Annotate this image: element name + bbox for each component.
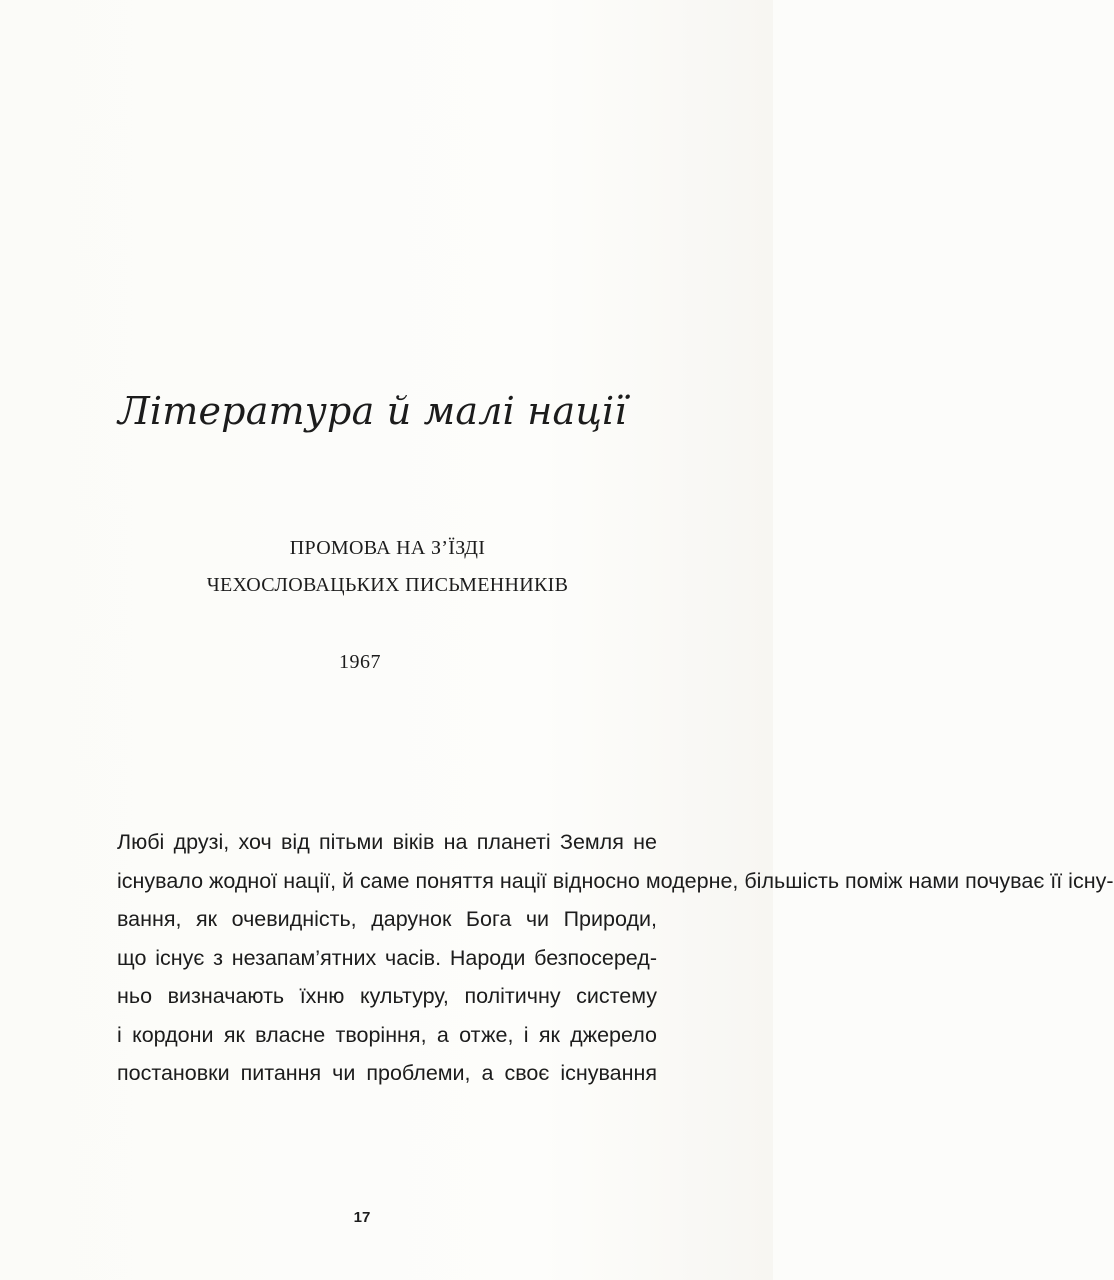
text-line: Любі друзі, хоч від пітьми віків на планеті Земля не <box>117 830 657 854</box>
text-line: існувало жодної нації, й саме поняття нації відносно модерне, більшість поміж нами почуває її існу- <box>117 868 1114 893</box>
text-line: що існує з незапам’ятних часів. Народи безпосеред- <box>117 945 657 970</box>
body-text <box>117 823 1114 1093</box>
page-number: 17 <box>353 1209 371 1226</box>
chapter-title: Література й малі нації <box>118 389 627 433</box>
chapter-subtitle-line-1: ПРОМОВА НА З’ЇЗДІ <box>289 537 486 559</box>
text-line: постановки питання чи проблеми, а своє існування <box>117 1061 657 1085</box>
text-line: і кордони як власне творіння, а отже, і як джерело <box>117 1022 657 1047</box>
chapter-year: 1967 <box>339 651 381 673</box>
text-line: вання, як очевидність, дарунок Бога чи Природи, <box>117 907 657 931</box>
text-line: ньо визначають їхню культуру, політичну систему <box>117 984 657 1008</box>
chapter-subtitle-line-2: ЧЕХОСЛОВАЦЬКИХ ПИСЬМЕННИКІВ <box>206 574 569 596</box>
